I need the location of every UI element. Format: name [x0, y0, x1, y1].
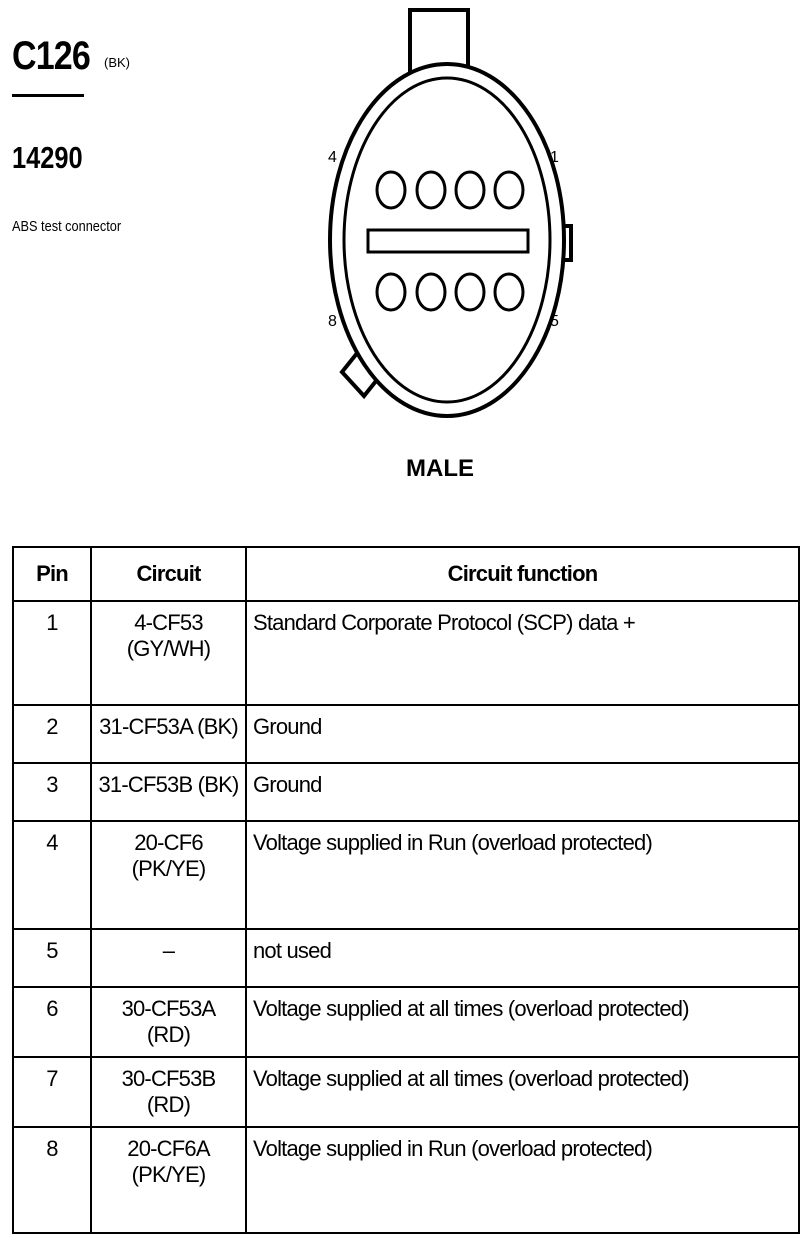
circuit-id: 20-CF6A (PK/YE)	[91, 1127, 246, 1233]
table-row	[13, 601, 799, 705]
pin-number: 1	[13, 601, 91, 705]
circuit-function: Standard Corporate Protocol (SCP) data +	[246, 601, 799, 705]
circuit-function: Ground	[246, 763, 799, 821]
circuit-id: 30-CF53A (RD)	[91, 987, 246, 1057]
pin-number: 8	[13, 1127, 91, 1233]
table-row	[13, 929, 799, 987]
pinout-table	[12, 546, 800, 1234]
pin-label-8: 8	[328, 313, 337, 330]
table-header-row	[13, 547, 799, 601]
pin-number: 5	[13, 929, 91, 987]
connector-face-diagram	[310, 0, 600, 500]
key-bar	[368, 230, 528, 252]
part-number: 14290	[12, 140, 83, 175]
table-row	[13, 1127, 799, 1233]
pin-label-4: 4	[328, 149, 337, 166]
circuit-id: 30-CF53B (RD)	[91, 1057, 246, 1127]
circuit-color: (PK/YE)	[131, 856, 206, 881]
header-circuit: Circuit	[91, 547, 246, 601]
circuit-function: Voltage supplied in Run (overload protected)	[246, 821, 799, 929]
table-row	[13, 821, 799, 929]
header-pin: Pin	[13, 547, 91, 601]
table-row	[13, 987, 799, 1057]
table-row	[13, 1057, 799, 1127]
pin-number: 3	[13, 763, 91, 821]
circuit-id: 20-CF6 (PK/YE)	[91, 821, 246, 929]
pin-number: 7	[13, 1057, 91, 1127]
header-circuit-function: Circuit function	[246, 547, 799, 601]
connector-color-code: (BK)	[104, 55, 130, 70]
circuit-color: (GY/WH)	[126, 636, 211, 661]
pin-label-1: 1	[550, 149, 559, 166]
circuit-function: Voltage supplied at all times (overload protected)	[246, 1057, 799, 1127]
table-row	[13, 763, 799, 821]
pin-number: 2	[13, 705, 91, 763]
pin-number: 6	[13, 987, 91, 1057]
view-label: MALE	[406, 455, 474, 482]
pin-number: 4	[13, 821, 91, 929]
circuit-id: 31-CF53A (BK)	[91, 705, 246, 763]
table-row	[13, 705, 799, 763]
title-underline	[12, 94, 84, 97]
circuit-id: –	[91, 929, 246, 987]
connector-description: ABS test connector	[12, 218, 122, 235]
circuit-id: 4-CF53 (GY/WH)	[91, 601, 246, 705]
circuit-function: Ground	[246, 705, 799, 763]
circuit-function: Voltage supplied at all times (overload protected)	[246, 987, 799, 1057]
circuit-color: (PK/YE)	[131, 1162, 206, 1187]
circuit-id: 31-CF53B (BK)	[91, 763, 246, 821]
circuit-function: Voltage supplied in Run (overload protected)	[246, 1127, 799, 1233]
circuit-function: not used	[246, 929, 799, 987]
connector-id: C126	[12, 34, 90, 78]
pin-label-5: 5	[550, 313, 559, 330]
